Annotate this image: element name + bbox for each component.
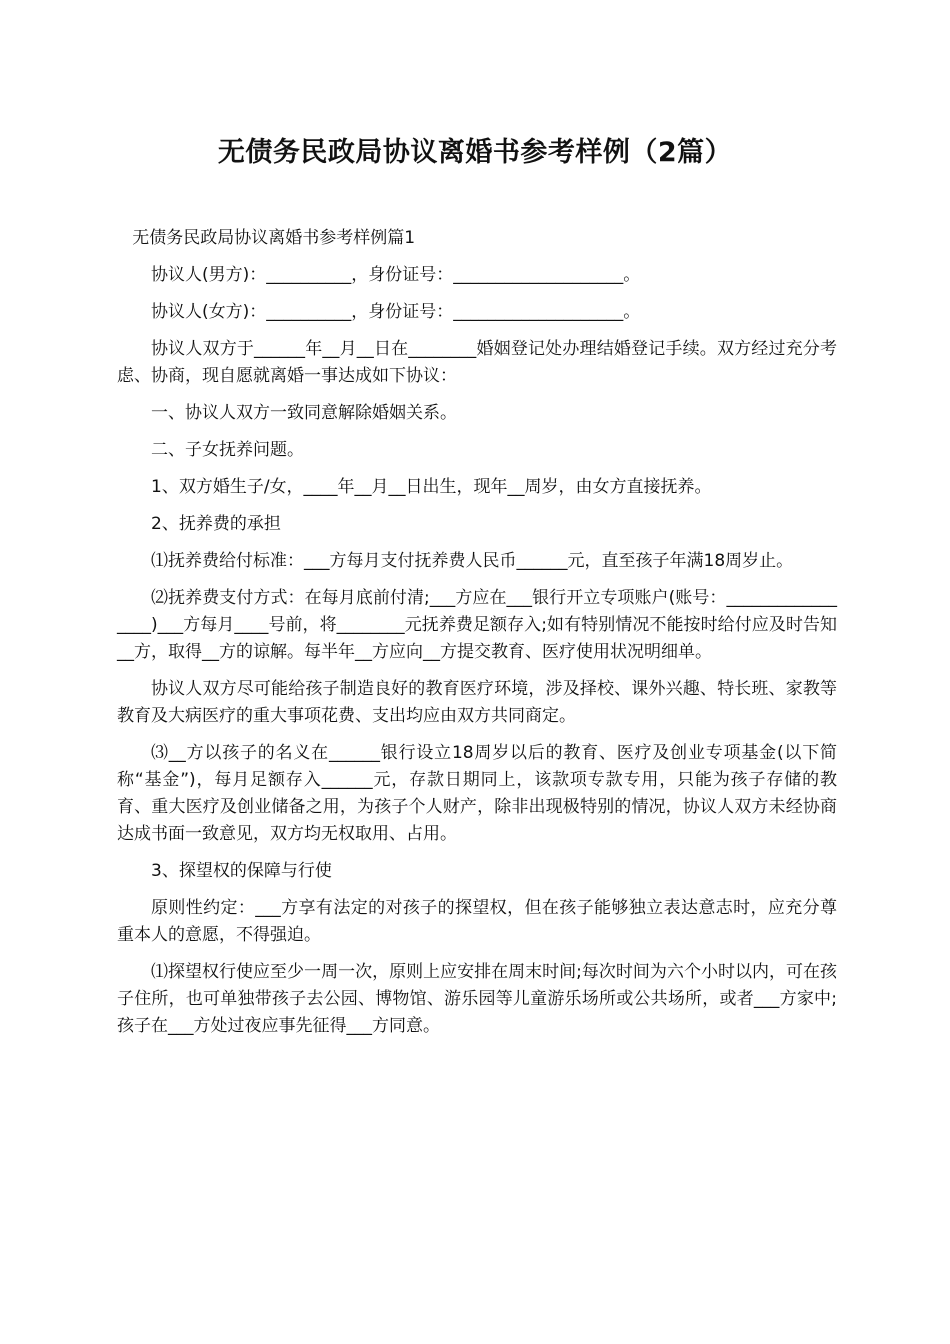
- paragraph-support-standard: ⑴抚养费给付标准：___方每月支付抚养费人民币______元，直至孩子年满18周岁止。: [151, 551, 794, 571]
- paragraph-child-custody: 1、双方婚生子/女，____年__月__日出生，现年__周岁，由女方直接抚养。: [151, 477, 712, 497]
- paragraph-female-party: 协议人(女方)：__________，身份证号：____________________。: [151, 302, 641, 322]
- paragraph-clause-1: 一、协议人双方一致同意解除婚姻关系。: [151, 403, 457, 423]
- paragraph-clause-2: 二、子女抚养问题。: [151, 440, 304, 460]
- document-body: [117, 225, 837, 1050]
- paragraph-support-heading: 2、抚养费的承担: [151, 514, 281, 534]
- paragraph-support-payment: ⑵抚养费支付方式：在每月底前付清;___方应在___银行开立专项账户(账号：_________________)___方每月____号前，将________元抚养费足额存入;如有特别情况不能按时给付应及时告知__方，取得__方的谅解。每半年__方应向__方提交教育、医疗使用状况明细单。: [117, 588, 837, 662]
- paragraph-visitation-frequency: ⑴探望权行使应至少一周一次，原则上应安排在周末时间;每次时间为六个小时以内，可在孩子住所，也可单独带孩子去公园、博物馆、游乐园等儿童游乐场所或公共场所，或者___方家中;孩子在___方处过夜应事先征得___方同意。: [117, 962, 837, 1036]
- paragraph-education-environment: 协议人双方尽可能给孩子制造良好的教育医疗环境，涉及择校、课外兴趣、特长班、家教等教育及大病医疗的重大事项花费、支出均应由双方共同商定。: [117, 679, 837, 726]
- document-title: 无债务民政局协议离婚书参考样例（2篇）: [217, 137, 733, 168]
- paragraph-marriage-registration: 协议人双方于______年__月__日在________婚姻登记处办理结婚登记手续。双方经过充分考虑、协商，现自愿就离婚一事达成如下协议：: [117, 339, 837, 386]
- paragraph-fund: ⑶__方以孩子的名义在______银行设立18周岁以后的教育、医疗及创业专项基金(以下简称“基金”)，每月足额存入______元，存款日期同上，该款项专款专用，只能为孩子存储的教育、重大医疗及创业储备之用，为孩子个人财产，除非出现极特别的情况，协议人双方未经协商达成书面一致意见，双方均无权取用、占用。: [117, 743, 837, 844]
- paragraph-visitation-principle: 原则性约定：___方享有法定的对孩子的探望权，但在孩子能够独立表达意志时，应充分尊重本人的意愿，不得强迫。: [117, 898, 837, 945]
- section-heading: 无债务民政局协议离婚书参考样例篇1: [132, 228, 416, 248]
- paragraph-male-party: 协议人(男方)：__________，身份证号：____________________。: [151, 265, 641, 285]
- paragraph-visitation-heading: 3、探望权的保障与行使: [151, 861, 332, 881]
